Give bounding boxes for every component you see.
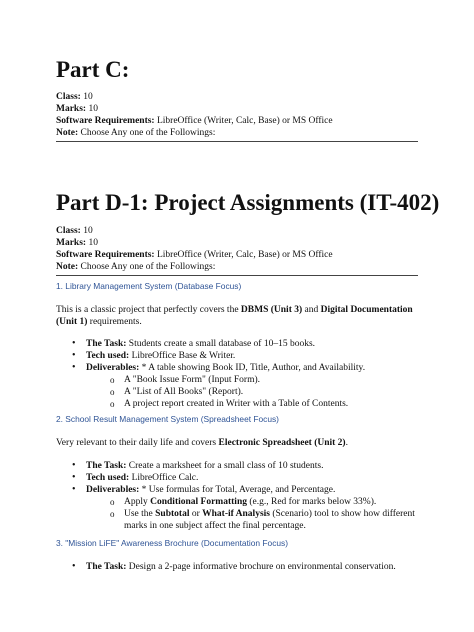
sub-list-item: o A project report created in Writer with a Table of Contents. (86, 398, 418, 410)
list-item: • Deliverables: * A table showing Book ID, Title, Author, and Availability. o A "Book Issue Form" (Input Form). o A "List of All Books" (Report). o A project report created in Writer with a Table of Contents. (56, 362, 418, 410)
list-item: • Deliverables: * Use formulas for Total, Average, and Percentage. o Apply Conditional Formatting (e.g., Red for marks below 33%). o Use the Subtotal or What-if Analysis (Scenario) tool to show how different marks in one subject affect the final percentage. (56, 484, 418, 532)
list-item: • The Task: Design a 2-page informative brochure on environmental conservation. (56, 561, 418, 573)
marks-line: Marks: 10 (56, 104, 98, 114)
list-item: • The Task: Create a marksheet for a small class of 10 students. (56, 460, 418, 472)
project-3-heading: 3. "Mission LiFE" Awareness Brochure (Documentation Focus) (56, 538, 289, 548)
list-item: • The Task: Students create a small database of 10–15 books. (56, 338, 418, 350)
project-1-intro: This is a classic project that perfectly covers the DBMS (Unit 3) and Digital Documentation (Unit 1) requirements. (56, 305, 413, 327)
list-item: • Tech used: LibreOffice Base & Writer. (56, 350, 418, 362)
project-1-heading: 1. Library Management System (Database Focus) (56, 281, 242, 291)
marks-line: Marks: 10 (56, 238, 98, 248)
sub-list (86, 374, 418, 410)
sub-list (86, 496, 418, 532)
sub-list-item: o Apply Conditional Formatting (e.g., Red for marks below 33%). (86, 496, 418, 508)
project-2-heading: 2. School Result Management System (Spreadsheet Focus) (56, 414, 279, 424)
project-2-intro: Very relevant to their daily life and covers Electronic Spreadsheet (Unit 2). (56, 438, 348, 448)
divider (56, 275, 418, 276)
sub-list-item: o A "Book Issue Form" (Input Form). (86, 374, 418, 386)
class-line: Class: 10 (56, 226, 93, 236)
part-d-meta (56, 225, 333, 273)
note-line: Note: Choose Any one of the Followings: (56, 262, 216, 272)
list-item: • Tech used: LibreOffice Calc. (56, 472, 418, 484)
part-c-title: Part C: (56, 57, 130, 82)
class-line: Class: 10 (56, 92, 93, 102)
sub-list-item: o A "List of All Books" (Report). (86, 386, 418, 398)
software-line: Software Requirements: LibreOffice (Writer, Calc, Base) or MS Office (56, 250, 333, 260)
note-line: Note: Choose Any one of the Followings: (56, 128, 216, 138)
part-d-title: Part D-1: Project Assignments (IT-402) (56, 190, 440, 215)
software-line: Software Requirements: LibreOffice (Writer, Calc, Base) or MS Office (56, 116, 333, 126)
divider (56, 141, 418, 142)
project-2-list (56, 460, 418, 532)
part-c-meta (56, 91, 333, 139)
project-3-list (56, 561, 418, 573)
project-1-list (56, 338, 418, 410)
sub-list-item: o Use the Subtotal or What-if Analysis (Scenario) tool to show how different marks in one subject affect the final percentage. (86, 508, 418, 532)
